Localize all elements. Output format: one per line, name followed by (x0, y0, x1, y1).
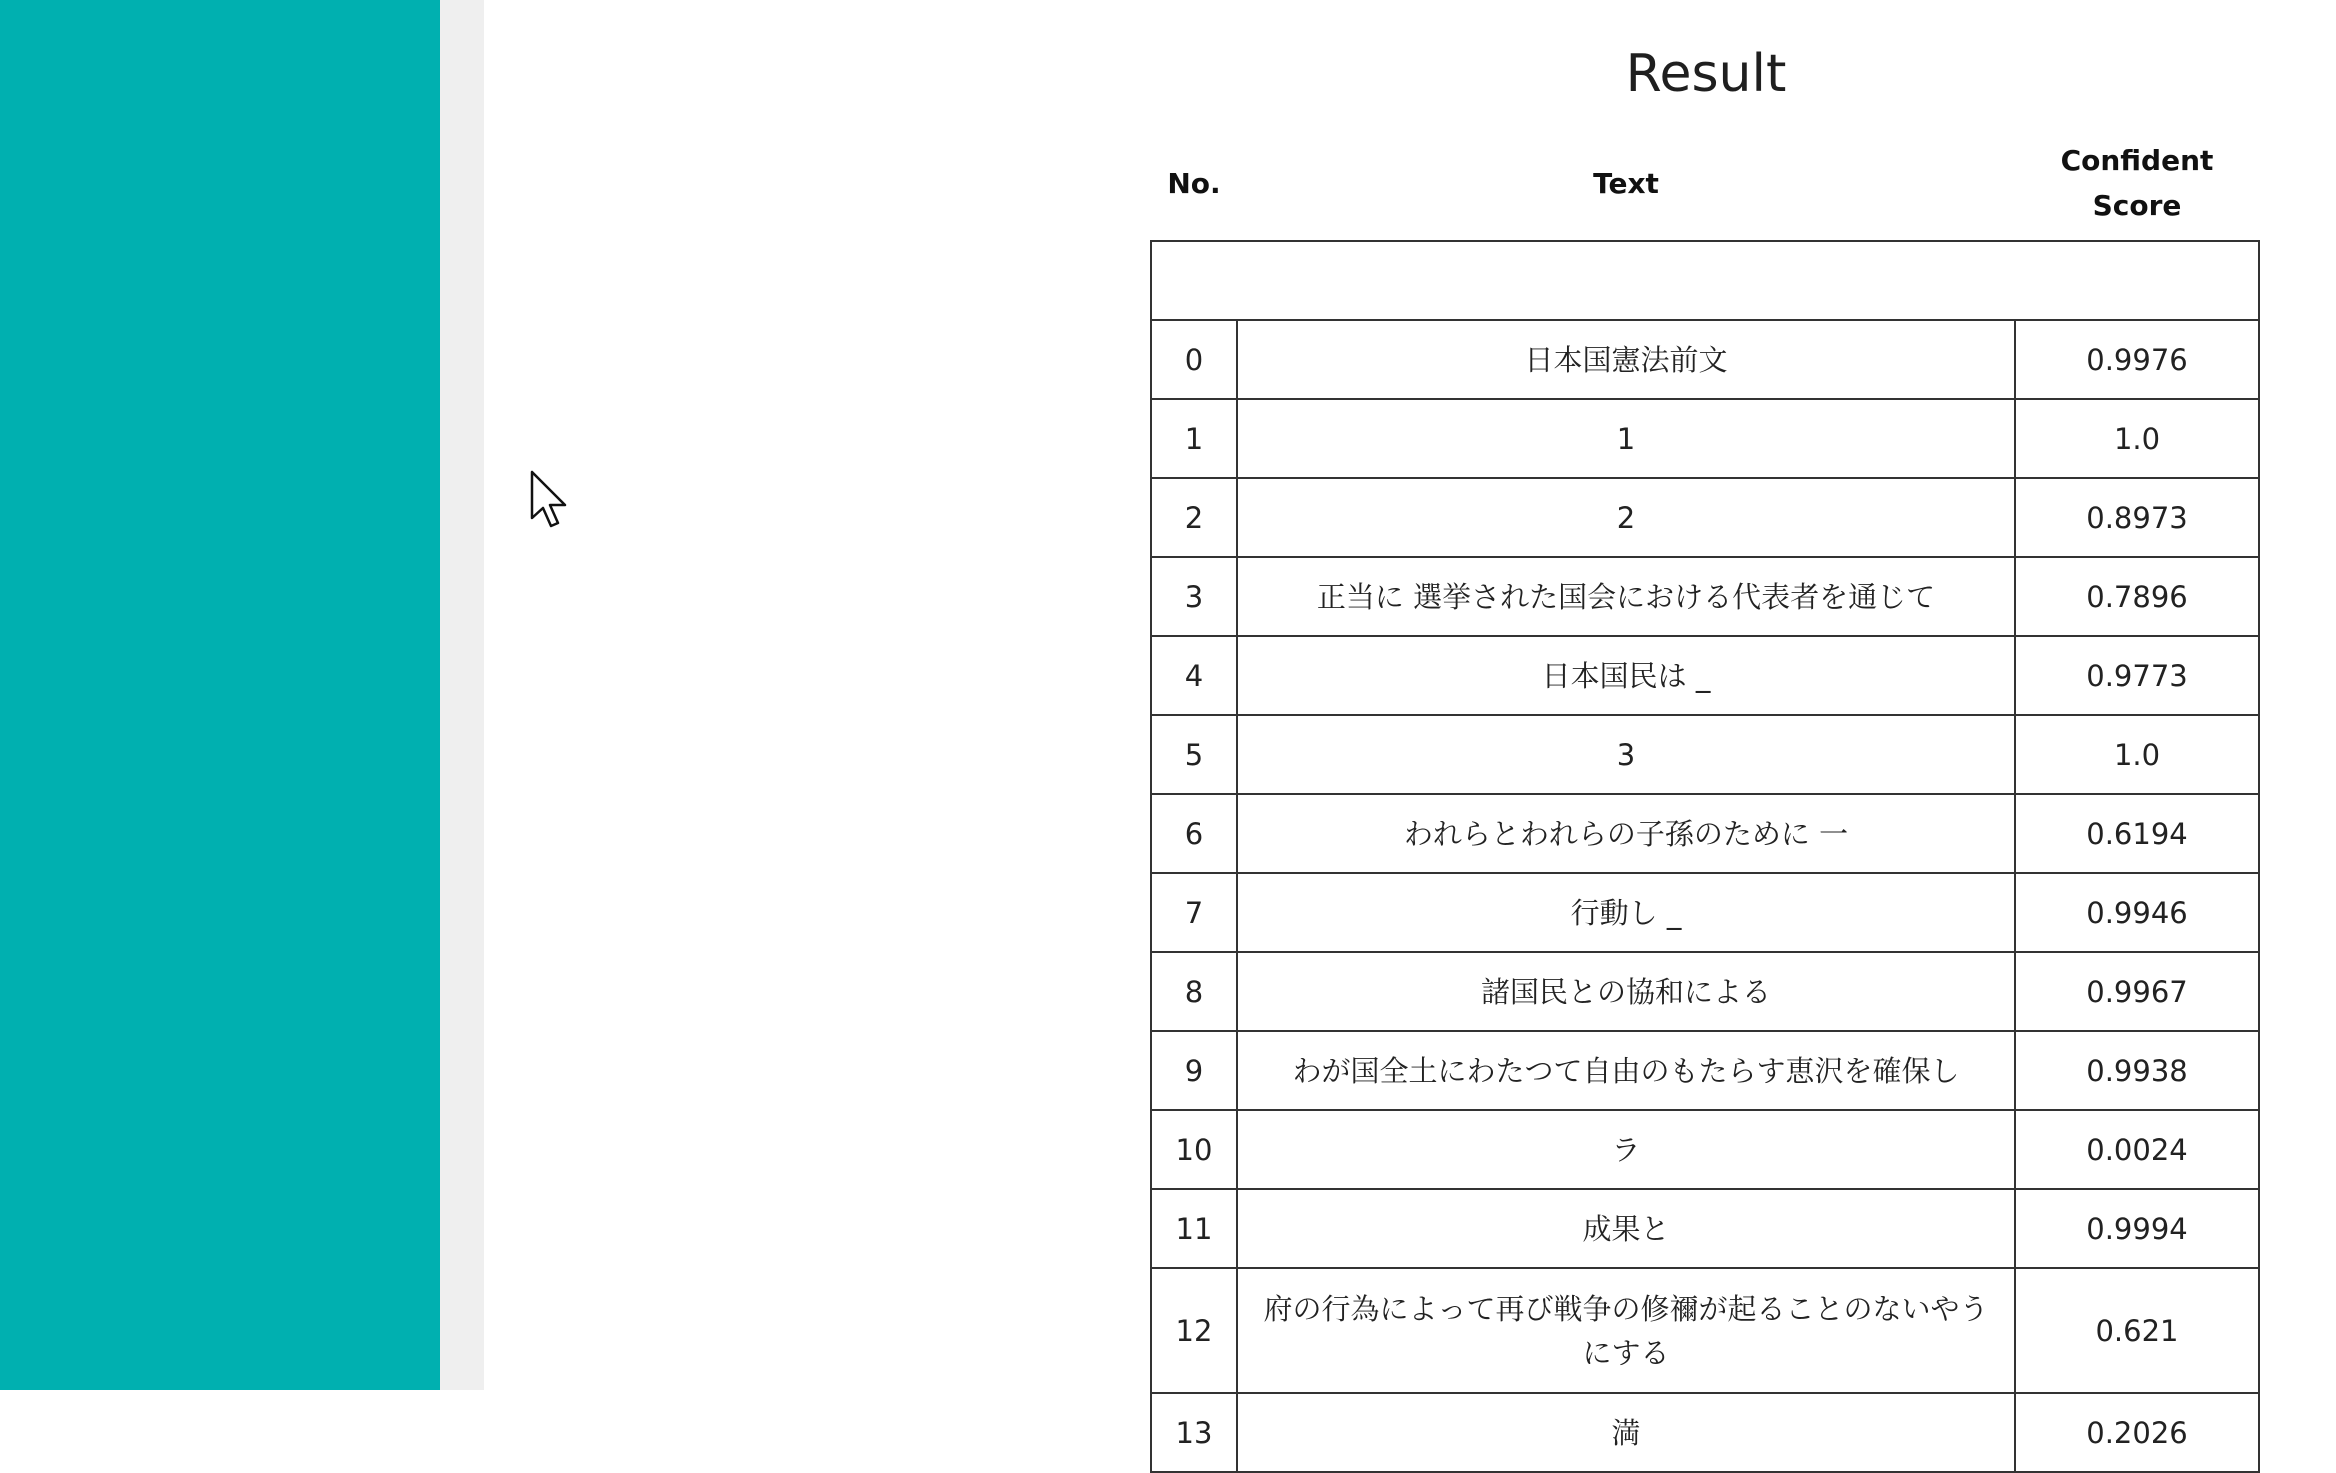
sidebar-gutter[interactable] (440, 0, 484, 1390)
cell-text: われらとわれらの子孫のために 一 (1237, 794, 2015, 873)
header-score-line1: Confident (2060, 144, 2214, 177)
table-row (1151, 478, 2259, 557)
cell-text: 正当に 選挙された国会における代表者を通じて (1237, 557, 2015, 636)
cell-text: 3 (1237, 715, 2015, 794)
cell-text: 日本国憲法前文 (1237, 320, 2015, 399)
table-row (1151, 1031, 2259, 1110)
table-row (1151, 320, 2259, 399)
header-text: Text (1593, 166, 1659, 200)
cell-score: 0.9946 (2015, 873, 2259, 952)
cell-score: 0.9967 (2015, 952, 2259, 1031)
cell-score: 0.9976 (2015, 320, 2259, 399)
table-row (1151, 1110, 2259, 1189)
cell-score: 0.9994 (2015, 1189, 2259, 1268)
cell-text: 行動し _ (1237, 873, 2015, 952)
cell-no: 0 (1151, 320, 1237, 399)
cell-no: 9 (1151, 1031, 1237, 1110)
cell-score: 1.0 (2015, 399, 2259, 478)
cell-text: ラ (1237, 1110, 2015, 1189)
cell-score: 0.8973 (2015, 478, 2259, 557)
cell-score: 0.621 (2015, 1268, 2259, 1393)
cell-text: 満 (1237, 1393, 2015, 1472)
cell-no: 2 (1151, 478, 1237, 557)
sidebar (0, 0, 440, 1390)
table-row (1151, 399, 2259, 478)
cell-no: 11 (1151, 1189, 1237, 1268)
cell-score: 0.6194 (2015, 794, 2259, 873)
cell-no: 13 (1151, 1393, 1237, 1472)
cell-text: 2 (1237, 478, 2015, 557)
table-header-row (1151, 126, 2259, 241)
cell-score: 0.0024 (2015, 1110, 2259, 1189)
cell-no: 12 (1151, 1268, 1237, 1393)
mouse-pointer-icon (530, 470, 570, 530)
page-title: Result (1625, 44, 1787, 104)
table-row (1151, 557, 2259, 636)
cell-no: 6 (1151, 794, 1237, 873)
cell-text: わが国全土にわたつて自由のもたらす恵沢を確保し (1237, 1031, 2015, 1110)
table-row (1151, 873, 2259, 952)
cell-text: 成果と (1237, 1189, 2015, 1268)
cell-score: 0.9773 (2015, 636, 2259, 715)
table-row (1151, 636, 2259, 715)
cell-no: 7 (1151, 873, 1237, 952)
cell-no: 3 (1151, 557, 1237, 636)
cell-no: 4 (1151, 636, 1237, 715)
table-row (1151, 952, 2259, 1031)
table-row (1151, 1268, 2259, 1393)
cell-score: 1.0 (2015, 715, 2259, 794)
header-no: No. (1167, 166, 1221, 200)
cell-text: 府の行為によって再び戦争の修禰が起ることのないやうにする (1237, 1268, 2015, 1393)
header-score-line2: Score (2092, 189, 2182, 222)
table-row (1151, 794, 2259, 873)
cell-score: 0.9938 (2015, 1031, 2259, 1110)
cell-text: 諸国民との協和による (1237, 952, 2015, 1031)
table-row (1151, 715, 2259, 794)
result-table (1150, 126, 2260, 1473)
cell-score: 0.7896 (2015, 557, 2259, 636)
header-score (2015, 126, 2259, 241)
cell-no: 10 (1151, 1110, 1237, 1189)
cell-no: 5 (1151, 715, 1237, 794)
table-row (1151, 1189, 2259, 1268)
cell-no: 1 (1151, 399, 1237, 478)
table-row (1151, 1393, 2259, 1472)
cell-no: 8 (1151, 952, 1237, 1031)
cell-text: 日本国民は _ (1237, 636, 2015, 715)
cell-score: 0.2026 (2015, 1393, 2259, 1472)
cell-text: 1 (1237, 399, 2015, 478)
